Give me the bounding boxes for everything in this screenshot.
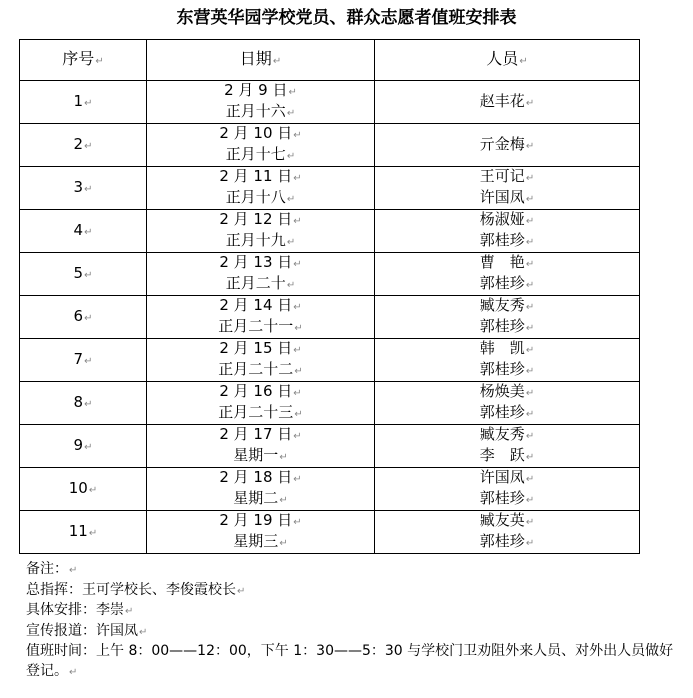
person-name: 郭桂珍 — [479, 360, 525, 378]
person-name: 亓金梅 — [479, 134, 525, 153]
table-row — [20, 511, 640, 554]
table-header-row — [20, 40, 640, 81]
row-number: 10 — [68, 478, 88, 497]
person-name: 臧友秀 — [479, 296, 525, 314]
row-number: 11 — [68, 521, 88, 540]
row-number-cell: 3↵ — [20, 167, 147, 210]
table-row — [20, 468, 640, 511]
person-name: 王可记 — [479, 167, 525, 185]
table-row — [20, 210, 640, 253]
row-personnel-cell: 杨淑娅↵ 郭桂珍↵ — [375, 210, 640, 253]
row-date: 2 月 11 日 — [219, 167, 293, 185]
row-lunar-date: 星期二 — [233, 489, 279, 507]
row-number-cell: 7↵ — [20, 339, 147, 382]
person-name: 郭桂珍 — [479, 489, 525, 507]
row-date: 2 月 10 日 — [219, 124, 293, 142]
row-number: 7 — [73, 349, 84, 368]
row-number-cell: 1↵ — [20, 81, 147, 124]
row-lunar-date: 正月十八 — [225, 188, 286, 206]
duty-schedule-table — [19, 39, 640, 554]
row-number: 4 — [73, 220, 84, 239]
row-date-cell: 2 月 14 日↵ 正月二十一↵ — [147, 296, 375, 339]
row-lunar-date: 正月十九 — [225, 231, 286, 249]
notes-label: 备注：↵ — [26, 561, 78, 577]
table-row — [20, 167, 640, 210]
row-personnel-cell: 臧友秀↵ 郭桂珍↵ — [375, 296, 640, 339]
notes-arrangement: 具体安排：李崇↵ — [26, 602, 134, 618]
row-number-cell: 6↵ — [20, 296, 147, 339]
notes-duty-time: 值班时间：上午 8：00——12：00，下午 1：30——5：30 与学校门卫劝阻外来人员、对外出人员做好登记。↵ — [26, 643, 674, 679]
row-number: 3 — [73, 177, 84, 196]
row-number: 5 — [73, 263, 84, 282]
table-row — [20, 339, 640, 382]
table-row — [20, 296, 640, 339]
row-number: 6 — [73, 306, 84, 325]
notes-publicity: 宣传报道：许国凤↵ — [26, 622, 148, 639]
notes-section — [26, 560, 676, 682]
row-lunar-date: 正月二十一 — [218, 317, 294, 335]
row-personnel-cell: 王可记↵ 许国凤↵ — [375, 167, 640, 210]
row-lunar-date: 星期一 — [233, 446, 279, 464]
row-date: 2 月 9 日 — [224, 81, 288, 99]
table-row — [20, 382, 640, 425]
row-date: 2 月 14 日 — [219, 296, 293, 314]
row-date-cell: 2 月 13 日↵ 正月二十↵ — [147, 253, 375, 296]
row-date-cell: 2 月 9 日↵ 正月十六↵ — [147, 81, 375, 124]
person-name: 许国凤 — [479, 468, 525, 486]
row-date: 2 月 15 日 — [219, 339, 293, 357]
row-date-cell: 2 月 17 日↵ 星期一↵ — [147, 425, 375, 468]
row-personnel-cell: 曹 艳↵ 郭桂珍↵ — [375, 253, 640, 296]
row-date-cell: 2 月 10 日↵ 正月十七↵ — [147, 124, 375, 167]
table-row — [20, 81, 640, 124]
row-personnel-cell: 臧友英↵ 郭桂珍↵ — [375, 511, 640, 554]
row-number-cell: 8↵ — [20, 382, 147, 425]
row-date: 2 月 16 日 — [219, 382, 293, 400]
row-date: 2 月 19 日 — [219, 511, 293, 529]
header-personnel: 人员↵ — [375, 40, 640, 81]
person-name: 臧友秀 — [479, 425, 525, 443]
person-name: 郭桂珍 — [479, 317, 525, 335]
person-name: 郭桂珍 — [479, 532, 525, 550]
table-row — [20, 124, 640, 167]
row-number: 8 — [73, 392, 84, 411]
document-title: 东营英华园学校党员、群众志愿者值班安排表 — [176, 8, 517, 28]
row-personnel-cell: 臧友秀↵ 李 跃↵ — [375, 425, 640, 468]
person-name: 郭桂珍 — [479, 231, 525, 249]
row-lunar-date: 星期三 — [233, 532, 279, 550]
header-date: 日期↵ — [147, 40, 375, 81]
row-personnel-cell: 亓金梅↵ — [375, 124, 640, 167]
row-personnel-cell: 杨焕美↵ 郭桂珍↵ — [375, 382, 640, 425]
row-date-cell: 2 月 19 日↵ 星期三↵ — [147, 511, 375, 554]
row-number-cell: 4↵ — [20, 210, 147, 253]
row-number-cell: 5↵ — [20, 253, 147, 296]
row-personnel-cell: 韩 凯↵ 郭桂珍↵ — [375, 339, 640, 382]
row-date-cell: 2 月 12 日↵ 正月十九↵ — [147, 210, 375, 253]
row-number: 9 — [73, 435, 84, 454]
person-name: 曹 艳 — [479, 253, 525, 271]
row-date-cell: 2 月 15 日↵ 正月二十二↵ — [147, 339, 375, 382]
row-date-cell: 2 月 16 日↵ 正月二十三↵ — [147, 382, 375, 425]
table-row — [20, 253, 640, 296]
person-name: 韩 凯 — [479, 339, 525, 357]
row-number-cell: 10↵ — [20, 468, 147, 511]
row-lunar-date: 正月二十三 — [218, 403, 294, 421]
row-lunar-date: 正月十七 — [225, 145, 286, 163]
row-date: 2 月 17 日 — [219, 425, 293, 443]
row-date: 2 月 13 日 — [219, 253, 293, 271]
header-number: 序号↵ — [20, 40, 147, 81]
row-number: 2 — [73, 134, 84, 153]
person-name: 郭桂珍 — [479, 274, 525, 292]
row-date-cell: 2 月 18 日↵ 星期二↵ — [147, 468, 375, 511]
row-number-cell: 2↵ — [20, 124, 147, 167]
row-date: 2 月 18 日 — [219, 468, 293, 486]
person-name: 郭桂珍 — [479, 403, 525, 421]
row-lunar-date: 正月十六 — [225, 102, 286, 120]
row-personnel-cell: 许国凤↵ 郭桂珍↵ — [375, 468, 640, 511]
person-name: 臧友英 — [479, 511, 525, 529]
row-date: 2 月 12 日 — [219, 210, 293, 228]
row-date-cell: 2 月 11 日↵ 正月十八↵ — [147, 167, 375, 210]
notes-commander: 总指挥：王可学校长、李俊霞校长↵ — [26, 581, 246, 598]
person-name: 赵丰花 — [479, 91, 525, 110]
person-name: 李 跃 — [479, 446, 525, 464]
row-personnel-cell: 赵丰花↵ — [375, 81, 640, 124]
person-name: 杨淑娅 — [479, 210, 525, 228]
row-number: 1 — [73, 91, 84, 110]
row-lunar-date: 正月二十 — [225, 274, 286, 292]
row-lunar-date: 正月二十二 — [218, 360, 294, 378]
table-row — [20, 425, 640, 468]
person-name: 许国凤 — [479, 188, 525, 206]
row-number-cell: 11↵ — [20, 511, 147, 554]
row-number-cell: 9↵ — [20, 425, 147, 468]
person-name: 杨焕美 — [479, 382, 525, 400]
